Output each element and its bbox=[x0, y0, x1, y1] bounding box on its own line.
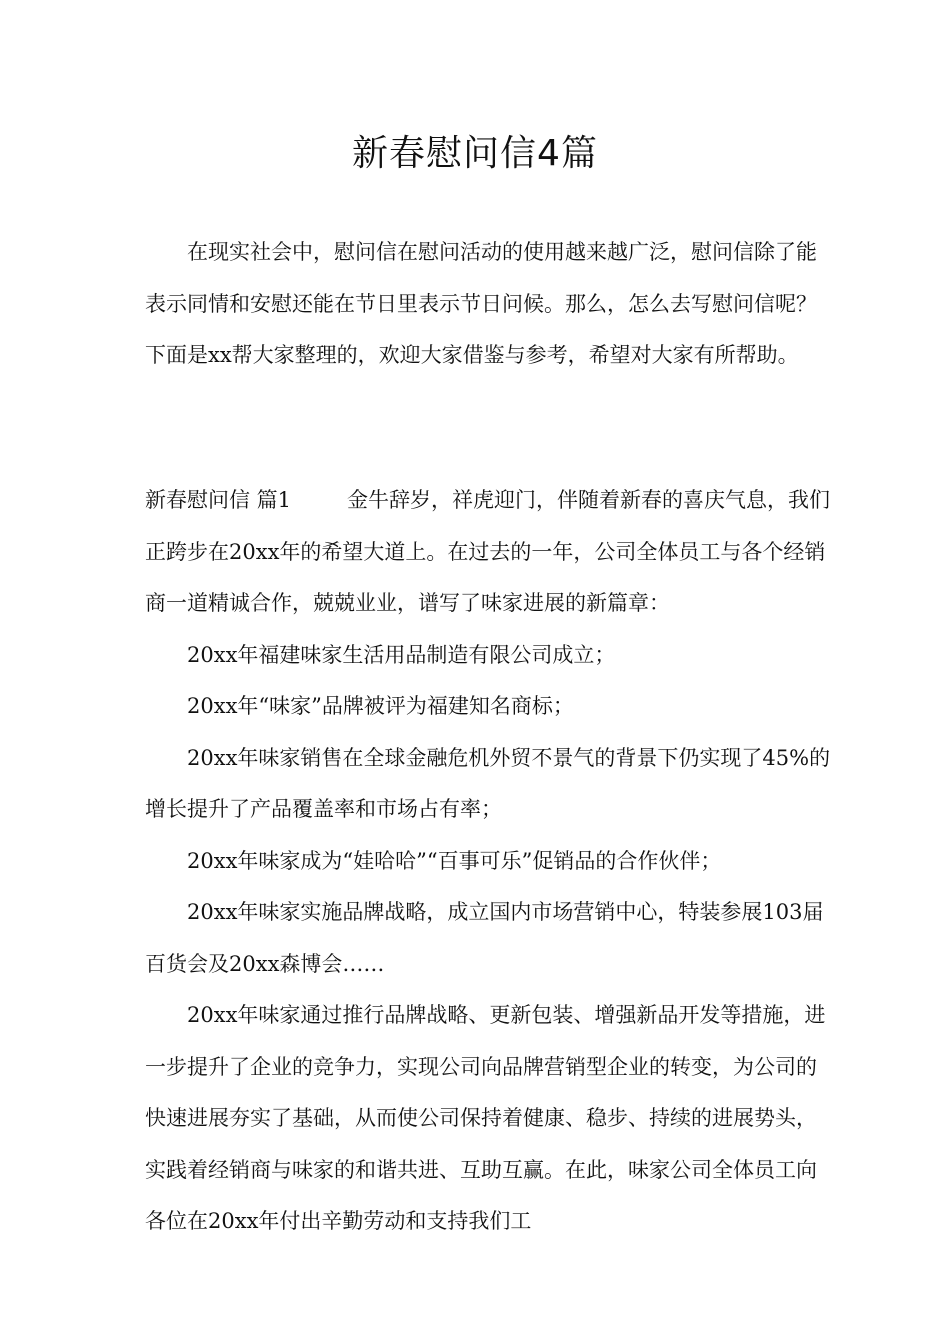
list-item: 20xx年味家通过推行品牌战略、更新包装、增强新品开发等措施，进一步提升了企业的竞争力，实现公司向品牌营销型企业的转变，为公司的快速进展夯实了基础，从而使公司保持着健康、稳步、持续的进展势头，实践着经销商与味家的和谐共进、互助互赢。在此，味家公司全体员工向各位在20xx年付出辛勤劳动和支持我们工 bbox=[145, 1003, 826, 1233]
document-title: 新春慰问信4篇 bbox=[352, 133, 598, 174]
list-item: 20xx年味家实施品牌战略，成立国内市场营销中心，特装参展103届百货会及20xx森博会…… bbox=[145, 900, 824, 976]
list-item: 20xx年福建味家生活用品制造有限公司成立； bbox=[187, 642, 616, 667]
list-item: 20xx年“味家”品牌被评为福建知名商标； bbox=[187, 694, 574, 718]
section-1 bbox=[145, 475, 831, 1248]
section-1-heading: 新春慰问信 篇1 bbox=[145, 488, 292, 512]
section-1-opening-paragraph bbox=[145, 475, 831, 630]
section-1-opening: 金牛辞岁，祥虎迎门，伴随着新春的喜庆气息，我们正跨步在20xx年的希望大道上。在过去的一年，公司全体员工与各个经销商一道精诚合作，兢兢业业，谱写了味家进展的新篇章： bbox=[145, 488, 831, 615]
list-item: 20xx年味家成为“娃哈哈”“百事可乐”促销品的合作伙伴； bbox=[187, 848, 722, 873]
intro-paragraph: 在现实社会中，慰问信在慰问活动的使用越来越广泛，慰问信除了能表示同情和安慰还能在节日里表示节日问候。那么，怎么去写慰问信呢？下面是xx帮大家整理的，欢迎大家借鉴与参考，希望对大家有所帮助。 bbox=[145, 240, 817, 367]
list-item: 20xx年味家销售在全球金融危机外贸不景气的背景下仍实现了45%的增长提升了产品覆盖率和市场占有率； bbox=[145, 745, 831, 821]
